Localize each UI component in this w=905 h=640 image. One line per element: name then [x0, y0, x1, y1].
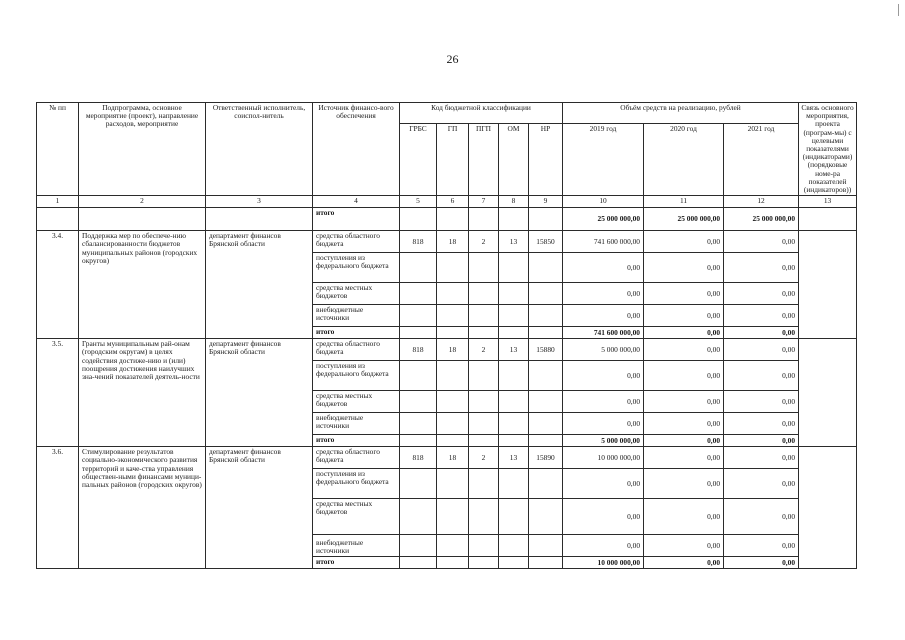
- column-number: 1: [37, 196, 79, 208]
- amount-2019: 5 000 000,00: [563, 339, 644, 361]
- budget-table: [36, 102, 857, 569]
- column-number: 2: [79, 196, 206, 208]
- code-grbs: 818: [400, 231, 437, 253]
- code-om: 13: [499, 339, 529, 361]
- amount-2020: 0,00: [644, 283, 724, 305]
- carry-total-row: [37, 208, 857, 231]
- page-number: 26: [446, 52, 459, 66]
- header-2021: 2021 год: [724, 124, 799, 196]
- source-label: поступления из федерального бюджета: [313, 469, 400, 499]
- header-budget-code: Код бюджетной классификации: [400, 103, 563, 124]
- page-edge-mark: [898, 4, 899, 16]
- section-row-regional: [37, 447, 857, 469]
- amount-2020: 0,00: [644, 391, 724, 413]
- amount-2020: 0,00: [644, 327, 724, 339]
- amount-2019: 0,00: [563, 499, 644, 535]
- section-number: 3.4.: [37, 231, 79, 339]
- section-responsible: департамент финансов Брянской области: [206, 231, 313, 339]
- header-2020: 2020 год: [644, 124, 724, 196]
- amount-2020: 0,00: [644, 305, 724, 327]
- code-np: 15880: [529, 339, 563, 361]
- column-number: 10: [563, 196, 644, 208]
- amount-2021: 0,00: [724, 535, 799, 557]
- amount-2019: 5 000 000,00: [563, 435, 644, 447]
- amount-2021: 25 000 000,00: [724, 208, 799, 231]
- amount-2021: 0,00: [724, 435, 799, 447]
- amount-2019: 0,00: [563, 535, 644, 557]
- section-number: 3.5.: [37, 339, 79, 447]
- amount-2021: 0,00: [724, 469, 799, 499]
- header-grbs: ГРБС: [400, 124, 437, 196]
- amount-2021: 0,00: [724, 339, 799, 361]
- amount-2020: 0,00: [644, 557, 724, 569]
- amount-2021: 0,00: [724, 231, 799, 253]
- amount-2021: 0,00: [724, 283, 799, 305]
- code-gp: 18: [437, 447, 469, 469]
- amount-2021: 0,00: [724, 499, 799, 535]
- amount-2020: 0,00: [644, 499, 724, 535]
- total-label: итого: [313, 327, 400, 339]
- section-responsible: департамент финансов Брянской области: [206, 339, 313, 447]
- column-number: 9: [529, 196, 563, 208]
- code-grbs: 818: [400, 339, 437, 361]
- code-gp: 18: [437, 339, 469, 361]
- amount-2019: 0,00: [563, 361, 644, 391]
- amount-2019: 10 000 000,00: [563, 557, 644, 569]
- total-label: итого: [313, 208, 400, 231]
- amount-2020: 0,00: [644, 339, 724, 361]
- amount-2021: 0,00: [724, 391, 799, 413]
- source-label: средства местных бюджетов: [313, 391, 400, 413]
- header-link: Связь основного мероприятия, проекта (програм-мы) с целевыми показателями (индикаторами) (порядковые номе-ра показателей (индикаторов)): [799, 103, 857, 196]
- amount-2020: 0,00: [644, 535, 724, 557]
- section-number: 3.6.: [37, 447, 79, 569]
- section-title: Поддержка мер по обеспече-нию сбалансированности бюджетов муниципальных районов (городских округов): [79, 231, 206, 339]
- amount-2019: 25 000 000,00: [563, 208, 644, 231]
- code-gp: 18: [437, 231, 469, 253]
- source-label: внебюджетные источники: [313, 413, 400, 435]
- code-grbs: 818: [400, 447, 437, 469]
- header-gp: ГП: [437, 124, 469, 196]
- amount-2019: 0,00: [563, 413, 644, 435]
- amount-2021: 0,00: [724, 327, 799, 339]
- header-pgp: ПГП: [469, 124, 499, 196]
- section-title: Гранты муниципальным рай-онам (городским округам) в целях содействия достиже-нию и (или) поощрения достижения наилучших зна-чений показателей деятель-ности: [79, 339, 206, 447]
- header-np: НР: [529, 124, 563, 196]
- source-label: поступления из федерального бюджета: [313, 253, 400, 283]
- column-number: 7: [469, 196, 499, 208]
- amount-2020: 0,00: [644, 435, 724, 447]
- amount-2021: 0,00: [724, 361, 799, 391]
- section-title: Стимулирование результатов социально-экономического развития территорий и каче-ства управления обществен-ными финансами муници-пальных районов (городских округов): [79, 447, 206, 569]
- header-2019: 2019 год: [563, 124, 644, 196]
- header-responsible: Ответственный исполнитель, соиспол-нитель: [206, 103, 313, 196]
- amount-2021: 0,00: [724, 305, 799, 327]
- code-om: 13: [499, 231, 529, 253]
- section-row-regional: [37, 231, 857, 253]
- header-source: Источник финансо-вого обеспечения: [313, 103, 400, 196]
- amount-2019: 741 600 000,00: [563, 327, 644, 339]
- source-label: поступления из федерального бюджета: [313, 361, 400, 391]
- column-number: 12: [724, 196, 799, 208]
- code-pgp: 2: [469, 447, 499, 469]
- amount-2019: 0,00: [563, 391, 644, 413]
- amount-2019: 0,00: [563, 253, 644, 283]
- total-label: итого: [313, 557, 400, 569]
- amount-2019: 10 000 000,00: [563, 447, 644, 469]
- source-label: внебюджетные источники: [313, 535, 400, 557]
- column-number: 5: [400, 196, 437, 208]
- header-no: № пп: [37, 103, 79, 196]
- amount-2020: 25 000 000,00: [644, 208, 724, 231]
- section-responsible: департамент финансов Брянской области: [206, 447, 313, 569]
- amount-2020: 0,00: [644, 447, 724, 469]
- source-label: средства областного бюджета: [313, 231, 400, 253]
- source-label: внебюджетные источники: [313, 305, 400, 327]
- source-label: средства местных бюджетов: [313, 283, 400, 305]
- code-np: 15890: [529, 447, 563, 469]
- column-number: 3: [206, 196, 313, 208]
- header-program: Подпрограмма, основное мероприятие (проект), направление расходов, мероприятие: [79, 103, 206, 196]
- code-np: 15850: [529, 231, 563, 253]
- amount-2019: 0,00: [563, 469, 644, 499]
- amount-2021: 0,00: [724, 253, 799, 283]
- column-number: 8: [499, 196, 529, 208]
- header-row-top: [37, 103, 857, 124]
- amount-2021: 0,00: [724, 413, 799, 435]
- amount-2020: 0,00: [644, 469, 724, 499]
- column-number: 11: [644, 196, 724, 208]
- column-number: 4: [313, 196, 400, 208]
- code-pgp: 2: [469, 339, 499, 361]
- amount-2020: 0,00: [644, 361, 724, 391]
- amount-2019: 741 600 000,00: [563, 231, 644, 253]
- source-label: средства местных бюджетов: [313, 499, 400, 535]
- column-number: 13: [799, 196, 857, 208]
- amount-2019: 0,00: [563, 305, 644, 327]
- code-om: 13: [499, 447, 529, 469]
- code-pgp: 2: [469, 231, 499, 253]
- total-label: итого: [313, 435, 400, 447]
- header-om: ОМ: [499, 124, 529, 196]
- column-number: 6: [437, 196, 469, 208]
- amount-2021: 0,00: [724, 447, 799, 469]
- column-number-row: [37, 196, 857, 208]
- source-label: средства областного бюджета: [313, 339, 400, 361]
- amount-2020: 0,00: [644, 413, 724, 435]
- amount-2021: 0,00: [724, 557, 799, 569]
- amount-2020: 0,00: [644, 253, 724, 283]
- amount-2019: 0,00: [563, 283, 644, 305]
- source-label: средства областного бюджета: [313, 447, 400, 469]
- header-volume: Объём средств на реализацию, рублей: [563, 103, 799, 124]
- amount-2020: 0,00: [644, 231, 724, 253]
- section-row-regional: [37, 339, 857, 361]
